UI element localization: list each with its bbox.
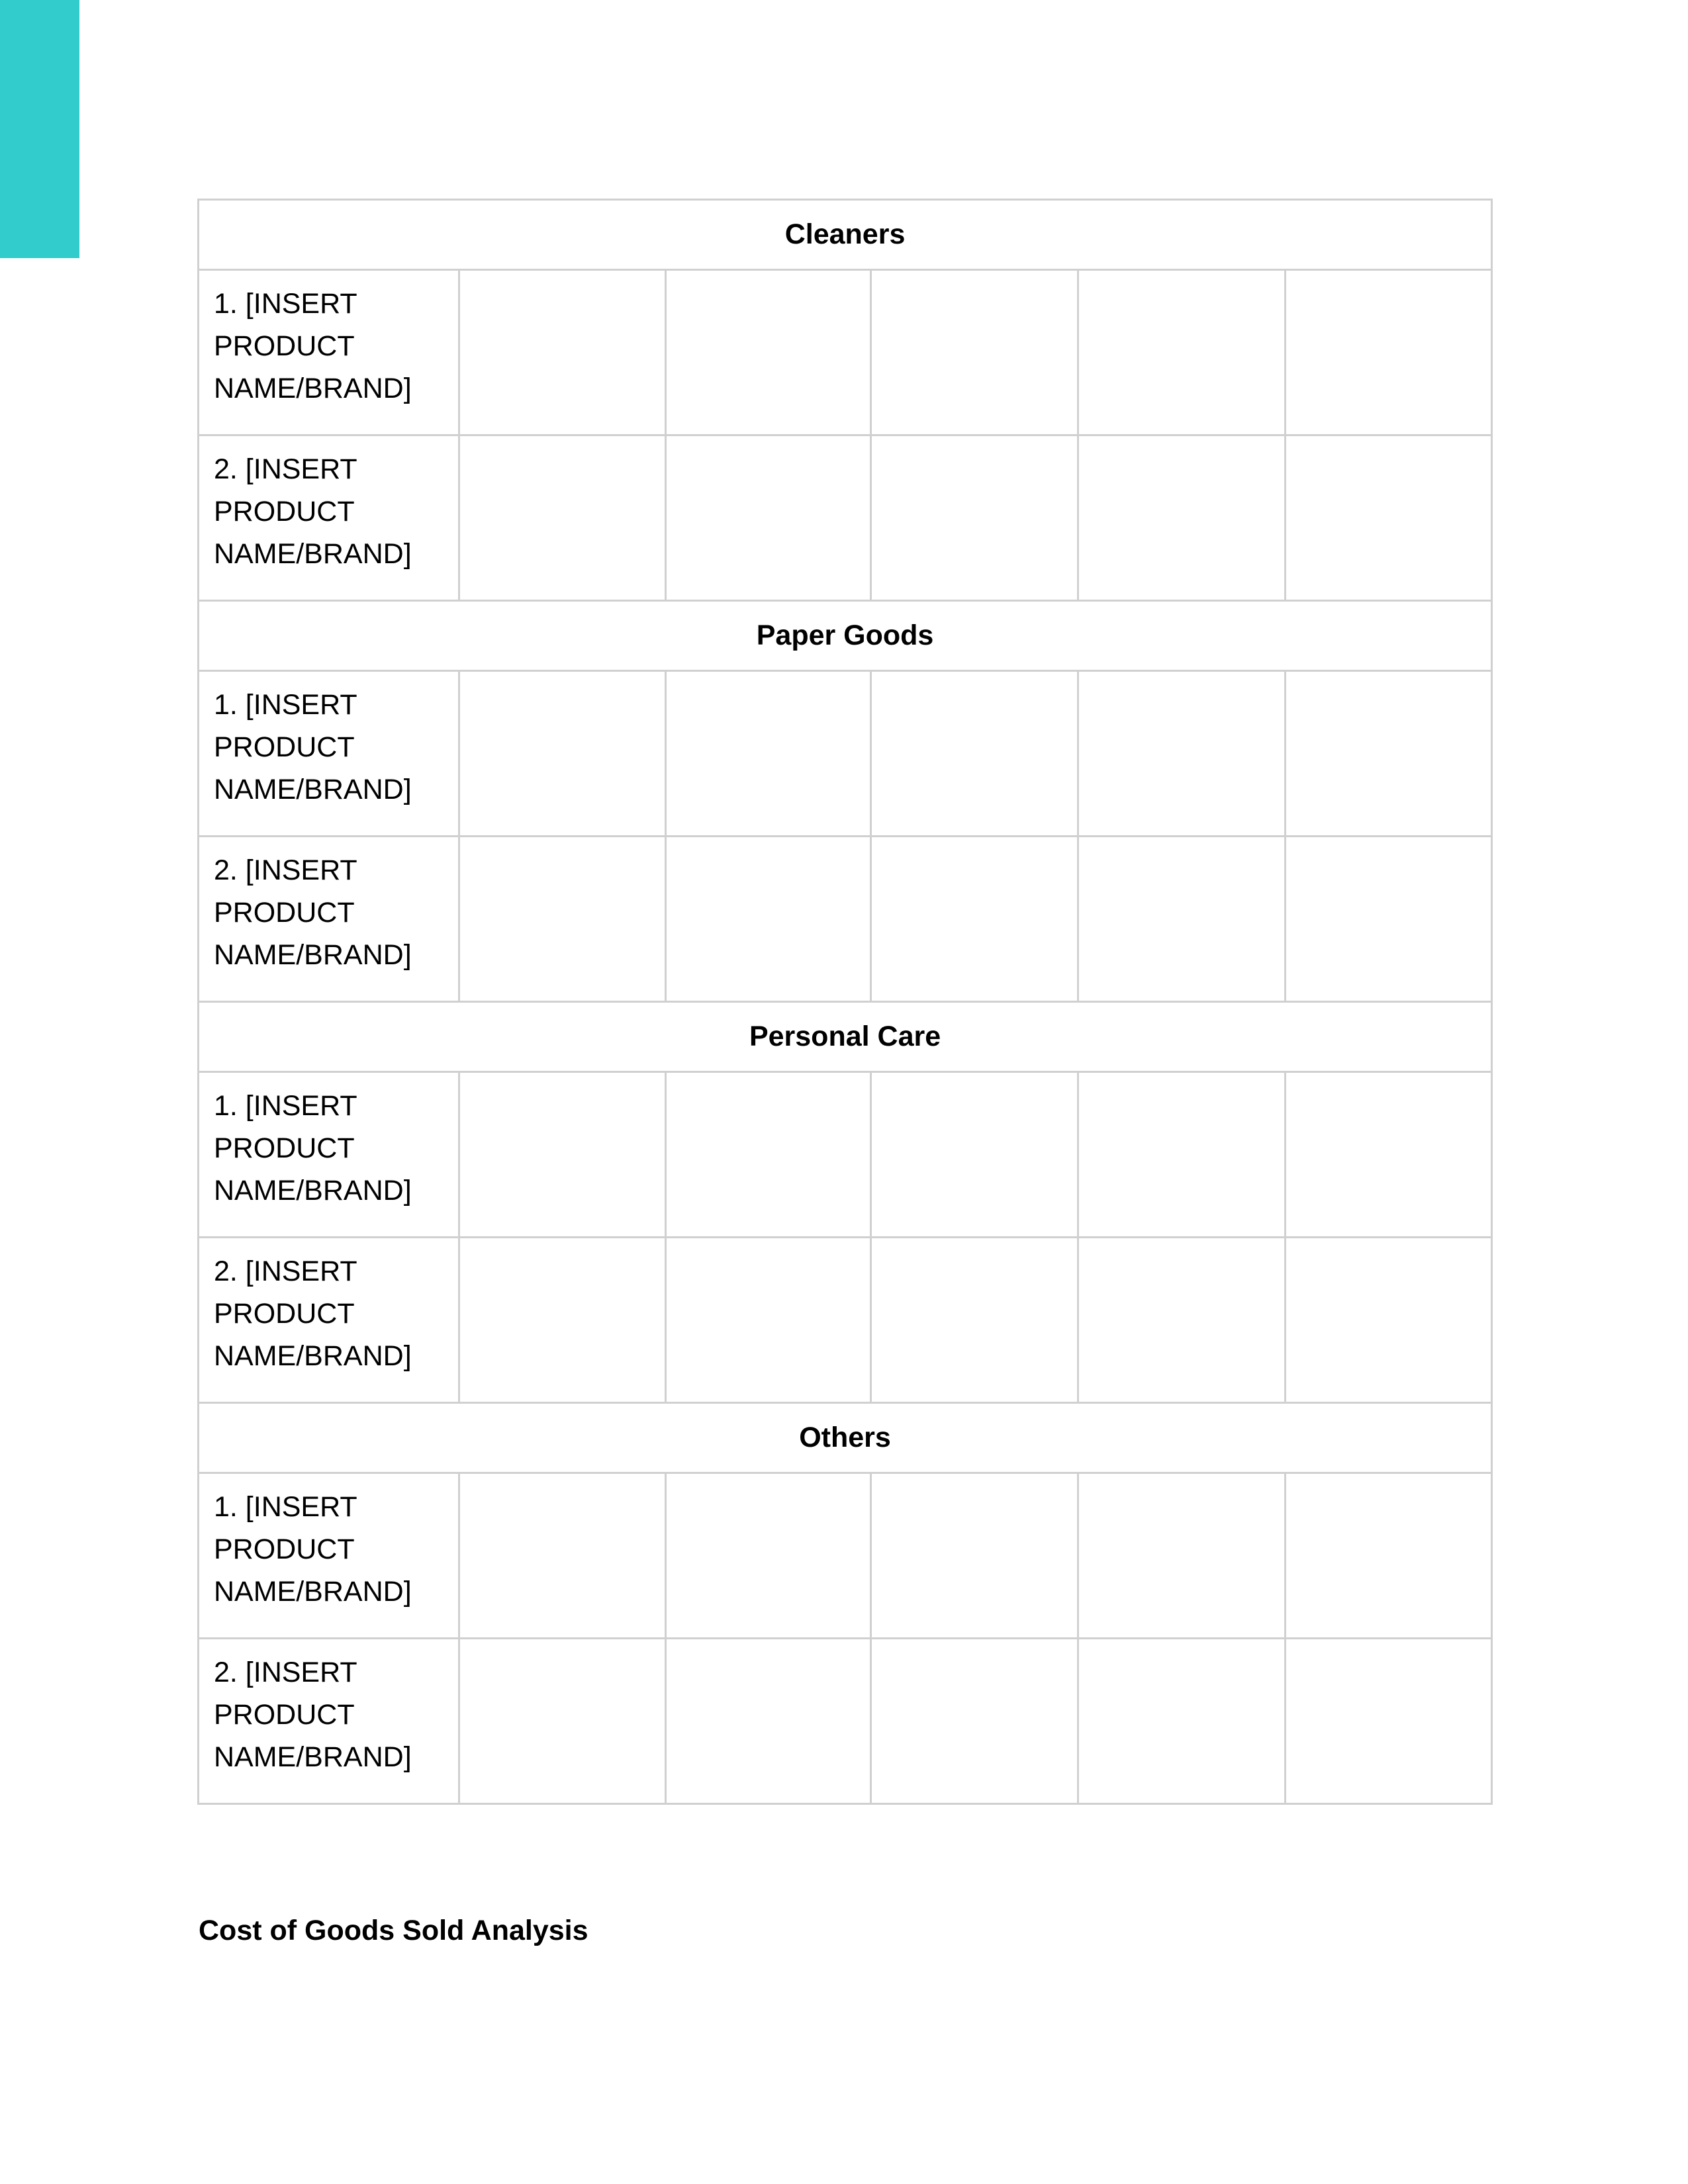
section-heading: Cost of Goods Sold Analysis	[199, 1915, 588, 1946]
product-name-cell[interactable]: 2. [INSERT PRODUCT NAME/BRAND]	[199, 1639, 459, 1804]
product-table	[197, 199, 1493, 1805]
table-row	[199, 435, 1492, 601]
data-cell[interactable]	[459, 837, 666, 1002]
data-cell[interactable]	[666, 270, 871, 435]
data-cell[interactable]	[459, 1072, 666, 1238]
data-cell[interactable]	[666, 435, 871, 601]
product-name-cell[interactable]: 2. [INSERT PRODUCT NAME/BRAND]	[199, 1238, 459, 1403]
data-cell[interactable]	[1078, 1473, 1286, 1639]
data-cell[interactable]	[1286, 435, 1492, 601]
product-name-cell[interactable]: 1. [INSERT PRODUCT NAME/BRAND]	[199, 270, 459, 435]
product-name-cell[interactable]: 1. [INSERT PRODUCT NAME/BRAND]	[199, 1473, 459, 1639]
table-row	[199, 1473, 1492, 1639]
table-row	[199, 270, 1492, 435]
data-cell[interactable]	[871, 1238, 1078, 1403]
data-cell[interactable]	[1286, 270, 1492, 435]
data-cell[interactable]	[1286, 1639, 1492, 1804]
data-cell[interactable]	[666, 1072, 871, 1238]
data-cell[interactable]	[871, 671, 1078, 837]
data-cell[interactable]	[666, 1639, 871, 1804]
data-cell[interactable]	[459, 1473, 666, 1639]
data-cell[interactable]	[459, 1639, 666, 1804]
table-row	[199, 1072, 1492, 1238]
table-row	[199, 1238, 1492, 1403]
data-cell[interactable]	[871, 837, 1078, 1002]
table-row	[199, 837, 1492, 1002]
category-header: Others	[199, 1403, 1492, 1473]
category-row-cleaners	[199, 200, 1492, 270]
product-name-cell[interactable]: 2. [INSERT PRODUCT NAME/BRAND]	[199, 837, 459, 1002]
data-cell[interactable]	[1078, 1639, 1286, 1804]
data-cell[interactable]	[459, 435, 666, 601]
data-cell[interactable]	[1286, 1072, 1492, 1238]
data-cell[interactable]	[1078, 837, 1286, 1002]
data-cell[interactable]	[1286, 1238, 1492, 1403]
data-cell[interactable]	[666, 1473, 871, 1639]
data-cell[interactable]	[871, 1473, 1078, 1639]
data-cell[interactable]	[871, 1639, 1078, 1804]
category-row-paper-goods	[199, 601, 1492, 671]
data-cell[interactable]	[459, 1238, 666, 1403]
data-cell[interactable]	[666, 837, 871, 1002]
category-row-others	[199, 1403, 1492, 1473]
data-cell[interactable]	[871, 270, 1078, 435]
data-cell[interactable]	[459, 671, 666, 837]
table-row	[199, 671, 1492, 837]
data-cell[interactable]	[1078, 270, 1286, 435]
product-name-cell[interactable]: 1. [INSERT PRODUCT NAME/BRAND]	[199, 1072, 459, 1238]
category-row-personal-care	[199, 1002, 1492, 1072]
table-row	[199, 1639, 1492, 1804]
data-cell[interactable]	[1078, 1238, 1286, 1403]
data-cell[interactable]	[666, 1238, 871, 1403]
product-name-cell[interactable]: 2. [INSERT PRODUCT NAME/BRAND]	[199, 435, 459, 601]
data-cell[interactable]	[871, 435, 1078, 601]
category-header: Paper Goods	[199, 601, 1492, 671]
category-header: Personal Care	[199, 1002, 1492, 1072]
data-cell[interactable]	[666, 671, 871, 837]
data-cell[interactable]	[1078, 435, 1286, 601]
data-cell[interactable]	[459, 270, 666, 435]
accent-tab	[0, 0, 79, 258]
product-name-cell[interactable]: 1. [INSERT PRODUCT NAME/BRAND]	[199, 671, 459, 837]
data-cell[interactable]	[1286, 671, 1492, 837]
data-cell[interactable]	[1286, 1473, 1492, 1639]
data-cell[interactable]	[1286, 837, 1492, 1002]
data-cell[interactable]	[1078, 671, 1286, 837]
category-header: Cleaners	[199, 200, 1492, 270]
data-cell[interactable]	[871, 1072, 1078, 1238]
data-cell[interactable]	[1078, 1072, 1286, 1238]
